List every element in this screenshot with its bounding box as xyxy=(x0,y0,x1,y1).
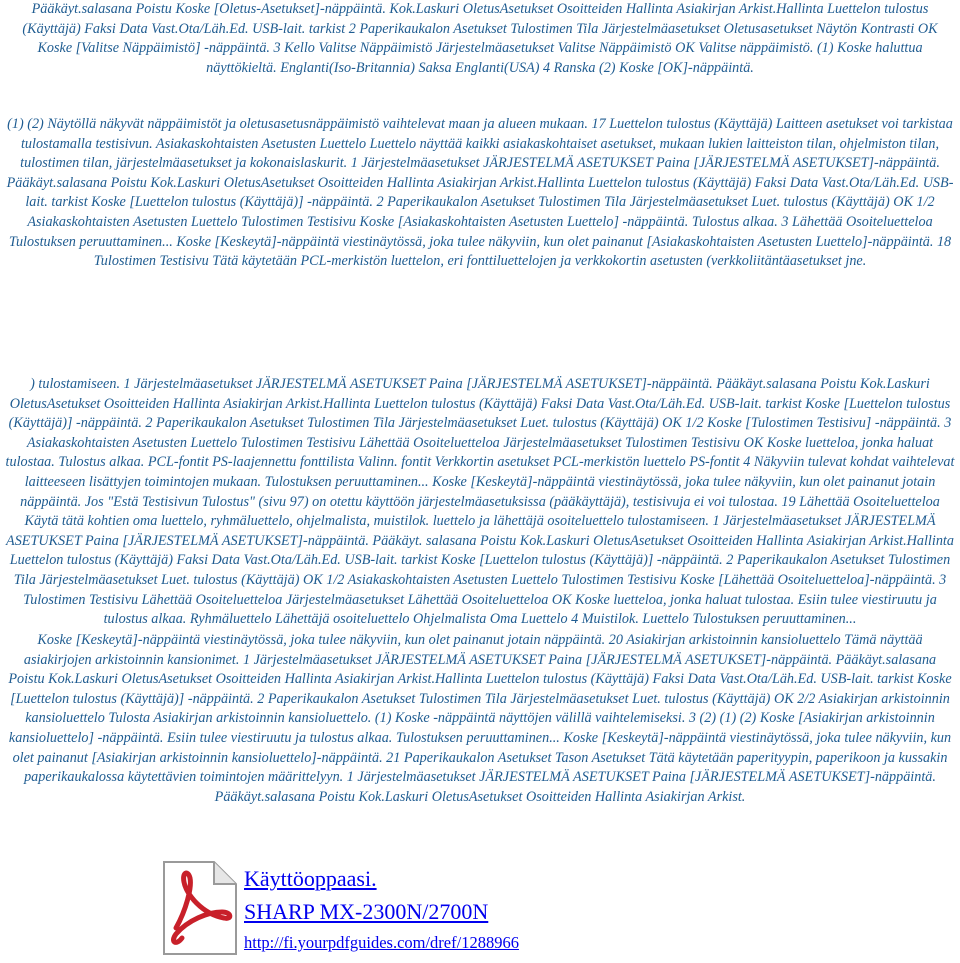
footer-links xyxy=(244,864,519,954)
paragraph-3: ) tulostamiseen. 1 Järjestelmäasetukset JÄRJESTELMÄ ASETUKSET Paina [JÄRJESTELMÄ ASETUKSET]-näppäintä. Pääkäyt.salasana Poistu Kok.Laskuri OletusAsetukset Osoitteiden Hallinta Asiakirjan Arkist.Hallinta Luettelon tulostus (Käyttäjä) Faksi Data Vast.Ota/Läh.Ed. USB-lait. tarkist Koske [Luettelon tulostus (Käyttäjä)] -näppäintä. 2 Paperikaukalon Asetukset Tulostimen Tila Järjestelmäasetukset Luet. tulostus (Käyttäjä) OK 1/2 Koske [Tulostimen Testisivu] -näppäintä. 3 Asiakaskohtaisten Asetusten Luettelo Tulostimen Testisivu Lähettää Osoiteluetteloa Järjestelmäasetukset Tulostimen Testisivu OK Koske luetteloa, jonka haluat tulostaa. Tulostus alkaa. PCL-fontit PS-laajennettu fonttilista Valinn. fontit Verkkortin asetukset PCL-merkistön luettelo PS-fontit 4 Näkyviin tulevat kohdat vaihtelevat laitteeseen lisättyjen toimintojen mukaan. Tulostuksen peruuttaminen... Koske [Keskeytä]-näppäintä viestinäytössä, joka tulee näkyviin, kun olet painanut jotain näppäintä. Jos "Estä Testisivun Tulostus" (sivu 97) on otettu käyttöön järjestelmäasetuksissa (pääkäyttäjä), testisivuja ei voi tulostaa. 19 Lähettää Osoiteluetteloa Käytä tätä kohtien oma luettelo, ryhmäluettelo, ohjelmalista, muistilok. luettelo ja lähettäjä osoiteluettelo tulostamiseen. 1 Järjestelmäasetukset JÄRJESTELMÄ ASETUKSET Paina [JÄRJESTELMÄ ASETUKSET]-näppäintä. Pääkäyt. salasana Poistu Kok.Laskuri OletusAsetukset Osoitteiden Hallinta Asiakirjan Arkist.Hallinta Luettelon tulostus (Käyttäjä) Faksi Data Vast.Ota/Läh.Ed. USB-lait. tarkist Koske [Luettelon tulostus (Käyttäjä)] -näppäintä. 2 Paperikaukalon Asetukset Tulostimen Tila Järjestelmäasetukset Luet. tulostus (Käyttäjä) OK 1/2 Asiakaskohtaisten Asetusten Luettelo Tulostimen Testisivu Koske [Lähettää Osoiteluetteloa]-näppäintä. 3 Tulostimen Testisivu Lähettää Osoiteluetteloa Järjestelmäasetukset Lähettää Osoiteluetteloa OK Koske luetteloa, jonka haluat tulostaa. Esiin tulee viestiruutu ja tulostus alkaa. Ryhmäluettelo Lähettäjä osoiteluettelo Ohjelmalista Oma Luettelo 4 Muistilok. Luettelo Tulostuksen peruuttaminen... xyxy=(5,376,955,628)
paragraph-4: Koske [Keskeytä]-näppäintä viestinäytössä, joka tulee näkyviin, kun olet painanut jotain näppäintä. 20 Asiakirjan arkistoinnin kansioluettelo Tämä näyttää asiakirjojen arkistoinnin kansionimet. 1 Järjestelmäasetukset JÄRJESTELMÄ ASETUKSET Paina [JÄRJESTELMÄ ASETUKSET]-näppäintä. Pääkäyt.salasana Poistu Kok.Laskuri OletusAsetukset Osoitteiden Hallinta Asiakirjan Arkist.Hallinta Luettelon tulostus (Käyttäjä) Faksi Data Vast.Ota/Läh.Ed. USB-lait. tarkist Koske [Luettelon tulostus (Käyttäjä)] -näppäintä. 2 Paperikaukalon Asetukset Tulostimen Tila Järjestelmäasetukset Luet. tulostus (Käyttäjä) OK 2/2 Asiakirjan arkistoinnin kansioluettelo Tulosta Asiakirjan arkistoinnin kansioluettelo. (1) Koske -näppäintä näyttöjen välillä vaihtelemiseksi. 3 (2) (1) (2) Koske [Asiakirjan arkistoinnin kansioluettelo] -näppäintä. Esiin tulee viestiruutu ja tulostus alkaa. Tulostuksen peruuttaminen... Koske [Keskeytä]-näppäintä viestinäytössä, joka tulee näkyviin, kun olet painanut [Asiakirjan arkistoinnin kansioluettelo]-näppäintä. 21 Paperikaukalon Asetukset Tason Asetukset Tätä käytetään paperityypin, paperikoon ja kussakin paperikaukalossa käytettävien toimintojen määrittelyyn. 1 Järjestelmäasetukset JÄRJESTELMÄ ASETUKSET Paina [JÄRJESTELMÄ ASETUKSET]-näppäintä. Pääkäyt.salasana Poistu Kok.Laskuri OletusAsetukset Osoitteiden Hallinta Asiakirjan Arkist. xyxy=(8,632,952,805)
model-link[interactable]: SHARP MX-2300N/2700N xyxy=(244,899,489,924)
paragraph-2: (1) (2) Näytöllä näkyvät näppäimistöt ja oletusasetusnäppäimistö vaihtelevat maan ja alueen mukaan. 17 Luettelon tulostus (Käyttäjä) Laitteen asetukset voi tarkistaa tulostamalla testisivun. Asiakaskohtaisten Asetusten Luettelo Luettelo näyttää kaikki asiakaskohtaiset asetukset, mukaan lukien laitteiston tilan, ohjelmiston tilan, tulostimen tilan, järjestelmäasetukset ja kokonaislaskurit. 1 Järjestelmäasetukset JÄRJESTELMÄ ASETUKSET Paina [JÄRJESTELMÄ ASETUKSET]-näppäintä. Pääkäyt.salasana Poistu Kok.Laskuri OletusAsetukset Osoitteiden Hallinta Asiakirjan Arkist.Hallinta Luettelon tulostus (Käyttäjä) Faksi Data Vast.Ota/Läh.Ed. USB-lait. tarkist Koske [Luettelon tulostus (Käyttäjä)] -näppäintä. 2 Paperikaukalon Asetukset Tulostimen Tila Järjestelmäasetukset Luet. tulostus (Käyttäjä) OK 1/2 Asiakaskohtaisten Asetusten Luettelo Tulostimen Testisivu Koske [Asiakaskohtaisten Asetusten Luettelo] -näppäintä. Tulostus alkaa. 3 Lähettää Osoiteluetteloa Tulostuksen peruuttaminen... Koske [Keskeytä]-näppäintä viestinäytössä, joka tulee näkyviin, kun olet painanut [Asiakaskohtaisten Asetusten Luettelo]-näppäintä. 18 Tulostimen Testisivu Tätä käytetään PCL-merkistön luettelon, eri fonttiluettelojen ja verkkokortin asetusten (verkkoliitäntäasetukset jne. xyxy=(6,116,954,270)
paragraph-1: Pääkäyt.salasana Poistu Koske [Oletus-Asetukset]-näppäintä. Kok.Laskuri OletusAsetukset Osoitteiden Hallinta Asiakirjan Arkist.Hallinta Luettelon tulostus (Käyttäjä) Faksi Data Vast.Ota/Läh.Ed. USB-lait. tarkist 2 Paperikaukalon Asetukset Tulostimen Tila Järjestelmäasetukset Oletusasetukset Näytön Kontrasti OK Koske [Valitse Näppäimistö] -näppäintä. 3 Kello Valitse Näppäimistö Järjestelmäasetukset Valitse Näppäimistö OK Valitse näppäimistö. (1) Koske haluttua näyttökieltä. Englanti(Iso-Britannia) Saksa Englanti(USA) 4 Ranska (2) Koske [OK]-näppäintä. xyxy=(22,1,938,76)
url-link[interactable]: http://fi.yourpdfguides.com/dref/1288966 xyxy=(244,933,519,952)
user-guide-link[interactable]: Käyttöoppaasi. xyxy=(244,866,377,891)
pdf-file-icon[interactable] xyxy=(158,858,240,958)
